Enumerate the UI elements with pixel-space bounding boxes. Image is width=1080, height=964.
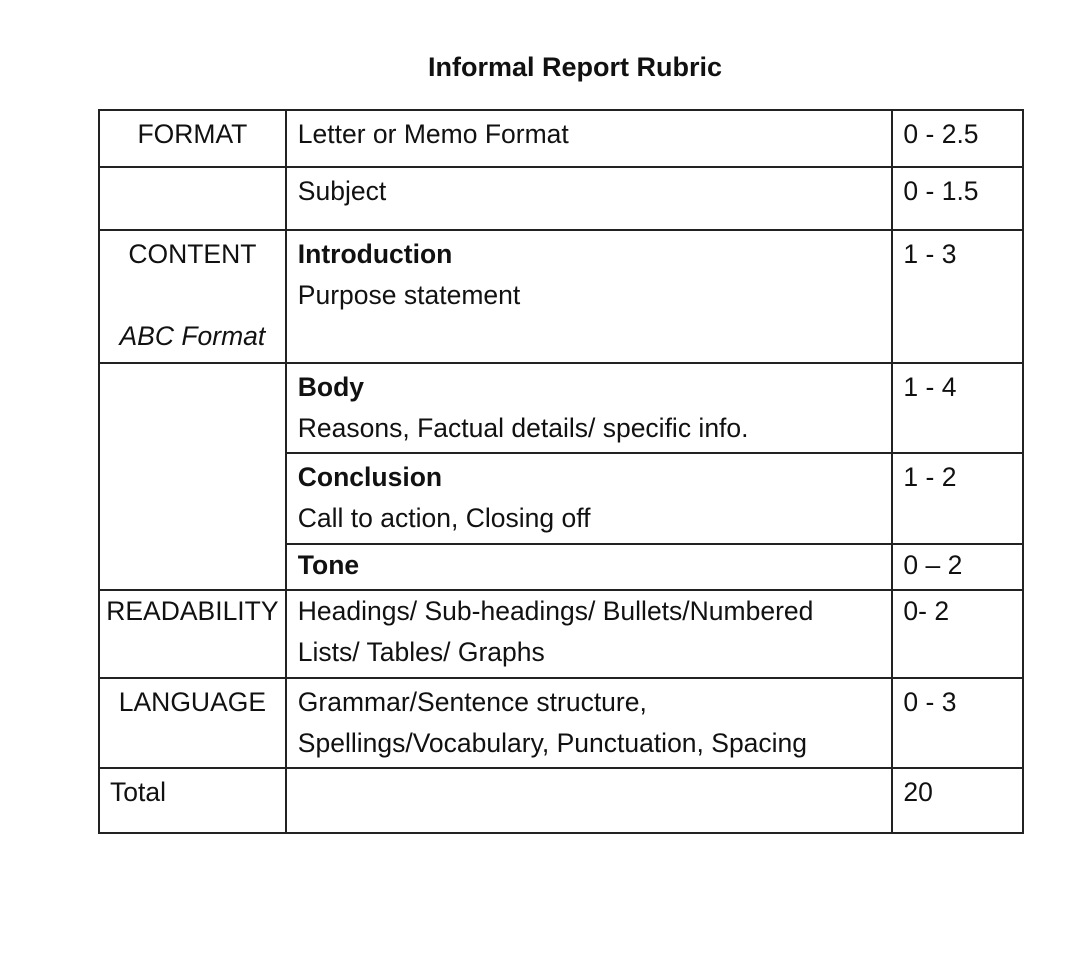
table-row-conclusion	[99, 453, 1023, 544]
criterion-tone-cell	[286, 544, 893, 590]
criterion-empty	[286, 768, 893, 833]
criterion-conclusion-cell	[286, 453, 893, 544]
table-row-total	[99, 768, 1023, 833]
points-format: 0 - 2.5	[892, 110, 1023, 167]
criterion-conclusion-detail: Call to action, Closing off	[297, 503, 591, 533]
category-empty	[99, 363, 286, 453]
points-language: 0 - 3	[892, 678, 1023, 768]
category-format: FORMAT	[99, 110, 286, 167]
table-row-language	[99, 678, 1023, 768]
category-readability: READABILITY	[99, 590, 286, 678]
table-row-subject	[99, 167, 1023, 230]
table-row-format	[99, 110, 1023, 167]
category-total: Total	[99, 768, 286, 833]
criterion-letter-memo-format: Letter or Memo Format	[286, 110, 893, 167]
criterion-language-cell	[286, 678, 893, 768]
points-readability: 0- 2	[892, 590, 1023, 678]
criterion-readability-line2: Lists/ Tables/ Graphs	[297, 637, 545, 667]
criterion-body-cell	[286, 363, 893, 453]
criterion-subject: Subject	[286, 167, 893, 230]
criterion-language-line2: Spellings/Vocabulary, Punctuation, Spacing	[297, 728, 808, 758]
criterion-readability-line1: Headings/ Sub-headings/ Bullets/Numbered	[297, 596, 814, 626]
criterion-introduction-cell	[286, 230, 893, 363]
criterion-readability-cell	[286, 590, 893, 678]
criterion-body-title: Body	[297, 372, 365, 402]
category-content-cell	[99, 230, 286, 363]
table-row-tone	[99, 544, 1023, 590]
points-total: 20	[892, 768, 1023, 833]
points-introduction: 1 - 3	[892, 230, 1023, 363]
criterion-introduction-title: Introduction	[297, 239, 453, 269]
rubric-title: Informal Report Rubric	[427, 52, 723, 82]
criterion-conclusion-title: Conclusion	[297, 462, 443, 492]
subcategory-abc-format: ABC Format	[119, 321, 266, 351]
table-row-introduction	[99, 230, 1023, 363]
points-body: 1 - 4	[892, 363, 1023, 453]
criterion-introduction-detail: Purpose statement	[297, 280, 521, 310]
category-empty	[99, 544, 286, 590]
criterion-body-detail: Reasons, Factual details/ specific info.	[297, 413, 749, 443]
category-empty	[99, 167, 286, 230]
table-row-readability	[99, 590, 1023, 678]
category-language: LANGUAGE	[99, 678, 286, 768]
points-tone: 0 – 2	[892, 544, 1023, 590]
category-empty	[99, 453, 286, 544]
criterion-tone-title: Tone	[297, 550, 360, 580]
table-row-body	[99, 363, 1023, 453]
rubric-table	[98, 109, 1024, 834]
criterion-language-line1: Grammar/Sentence structure,	[297, 687, 647, 717]
category-content: CONTENT	[128, 239, 257, 269]
points-conclusion: 1 - 2	[892, 453, 1023, 544]
points-subject: 0 - 1.5	[892, 167, 1023, 230]
